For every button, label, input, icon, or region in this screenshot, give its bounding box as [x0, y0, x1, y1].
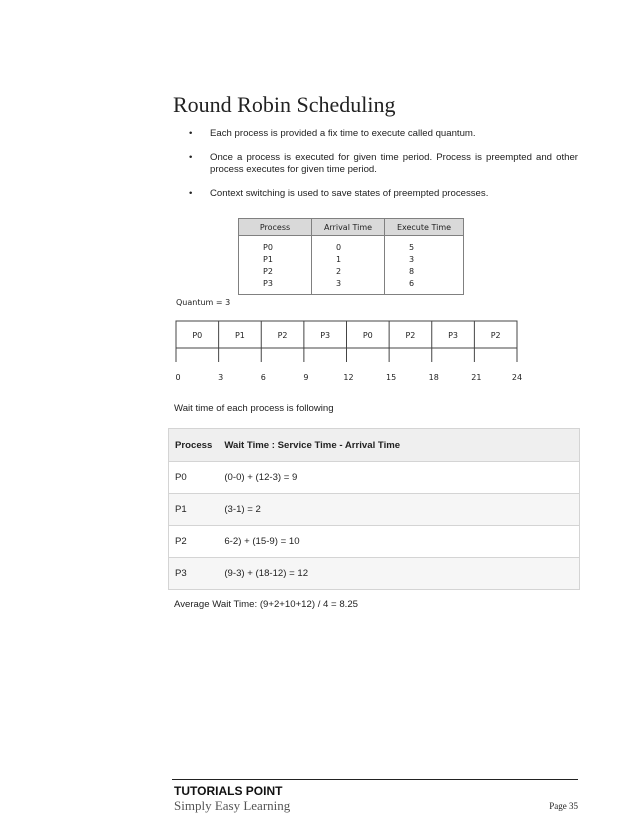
bullet-icon: •	[189, 188, 193, 199]
table-row	[169, 558, 580, 590]
gantt-segment-label: P2	[277, 331, 288, 340]
gantt-segment-label: P3	[320, 331, 331, 340]
gantt-segment-label: P0	[192, 331, 203, 340]
table-cell: (0-0) + (12-3) = 9	[218, 462, 579, 494]
table-row	[169, 494, 580, 526]
gantt-segment-label: P2	[405, 331, 416, 340]
gantt-tick-label: 21	[471, 373, 482, 382]
column-header: Process	[169, 429, 219, 462]
table-row	[239, 277, 464, 295]
table-cell: 8	[385, 265, 464, 277]
average-wait-time: Average Wait Time: (9+2+10+12) / 4 = 8.25	[174, 599, 358, 610]
gantt-tick-label: 15	[386, 373, 397, 382]
table-cell: 6	[385, 277, 464, 295]
table-cell: P3	[239, 277, 312, 295]
bullet-icon: •	[189, 152, 193, 163]
table-cell: P1	[169, 494, 219, 526]
footer-brand: TUTORIALS POINT	[174, 784, 283, 798]
table-row	[239, 265, 464, 277]
table-cell: P0	[169, 462, 219, 494]
list-item	[174, 188, 578, 200]
bullet-text: Once a process is executed for given time period. Process is preempted and other process executes for given time period.	[210, 152, 578, 175]
footer-divider	[172, 779, 578, 780]
wait-time-intro: Wait time of each process is following	[174, 403, 334, 414]
gantt-tick-label: 6	[260, 373, 266, 382]
page-title: Round Robin Scheduling	[173, 92, 396, 117]
gantt-tick-label: 24	[511, 373, 523, 382]
table-cell: 1	[312, 253, 385, 265]
table-row	[169, 526, 580, 558]
footer-tagline: Simply Easy Learning	[174, 798, 291, 813]
table-row	[239, 236, 464, 254]
table-cell: 3	[385, 253, 464, 265]
bullet-text: Each process is provided a fix time to execute called quantum.	[210, 128, 476, 139]
gantt-tick-label: 18	[428, 373, 439, 382]
table-cell: 6-2) + (15-9) = 10	[218, 526, 579, 558]
table-header-row	[169, 429, 580, 462]
column-header: Execute Time	[385, 219, 464, 236]
gantt-chart	[168, 318, 528, 388]
gantt-tick-label: 12	[343, 373, 354, 382]
table-cell: P3	[169, 558, 219, 590]
column-header: Arrival Time	[312, 219, 385, 236]
list-item	[174, 128, 578, 140]
bullet-icon: •	[189, 128, 193, 139]
list-item	[174, 152, 578, 176]
bullet-list	[174, 128, 578, 212]
wait-time-table	[168, 428, 580, 590]
table-cell: P2	[239, 265, 312, 277]
process-table	[238, 218, 464, 295]
gantt-segment-label: P3	[448, 331, 459, 340]
gantt-segment-label: P0	[362, 331, 373, 340]
table-cell: P2	[169, 526, 219, 558]
table-cell: 2	[312, 265, 385, 277]
table-header-row	[239, 219, 464, 236]
table-row	[169, 462, 580, 494]
gantt-segment-label: P1	[234, 331, 245, 340]
table-cell: 5	[385, 236, 464, 254]
table-cell: P0	[239, 236, 312, 254]
column-header: Process	[239, 219, 312, 236]
table-cell: (3-1) = 2	[218, 494, 579, 526]
column-header: Wait Time : Service Time - Arrival Time	[218, 429, 579, 462]
table-cell: 0	[312, 236, 385, 254]
table-cell: P1	[239, 253, 312, 265]
page-number: Page 35	[549, 801, 578, 811]
quantum-label: Quantum = 3	[176, 298, 231, 307]
gantt-tick-label: 3	[218, 373, 224, 382]
table-row	[239, 253, 464, 265]
gantt-tick-label: 0	[175, 373, 181, 382]
bullet-text: Context switching is used to save states of preempted processes.	[210, 188, 489, 199]
gantt-tick-label: 9	[303, 373, 309, 382]
gantt-segment-label: P2	[490, 331, 501, 340]
table-cell: (9-3) + (18-12) = 12	[218, 558, 579, 590]
table-cell: 3	[312, 277, 385, 295]
